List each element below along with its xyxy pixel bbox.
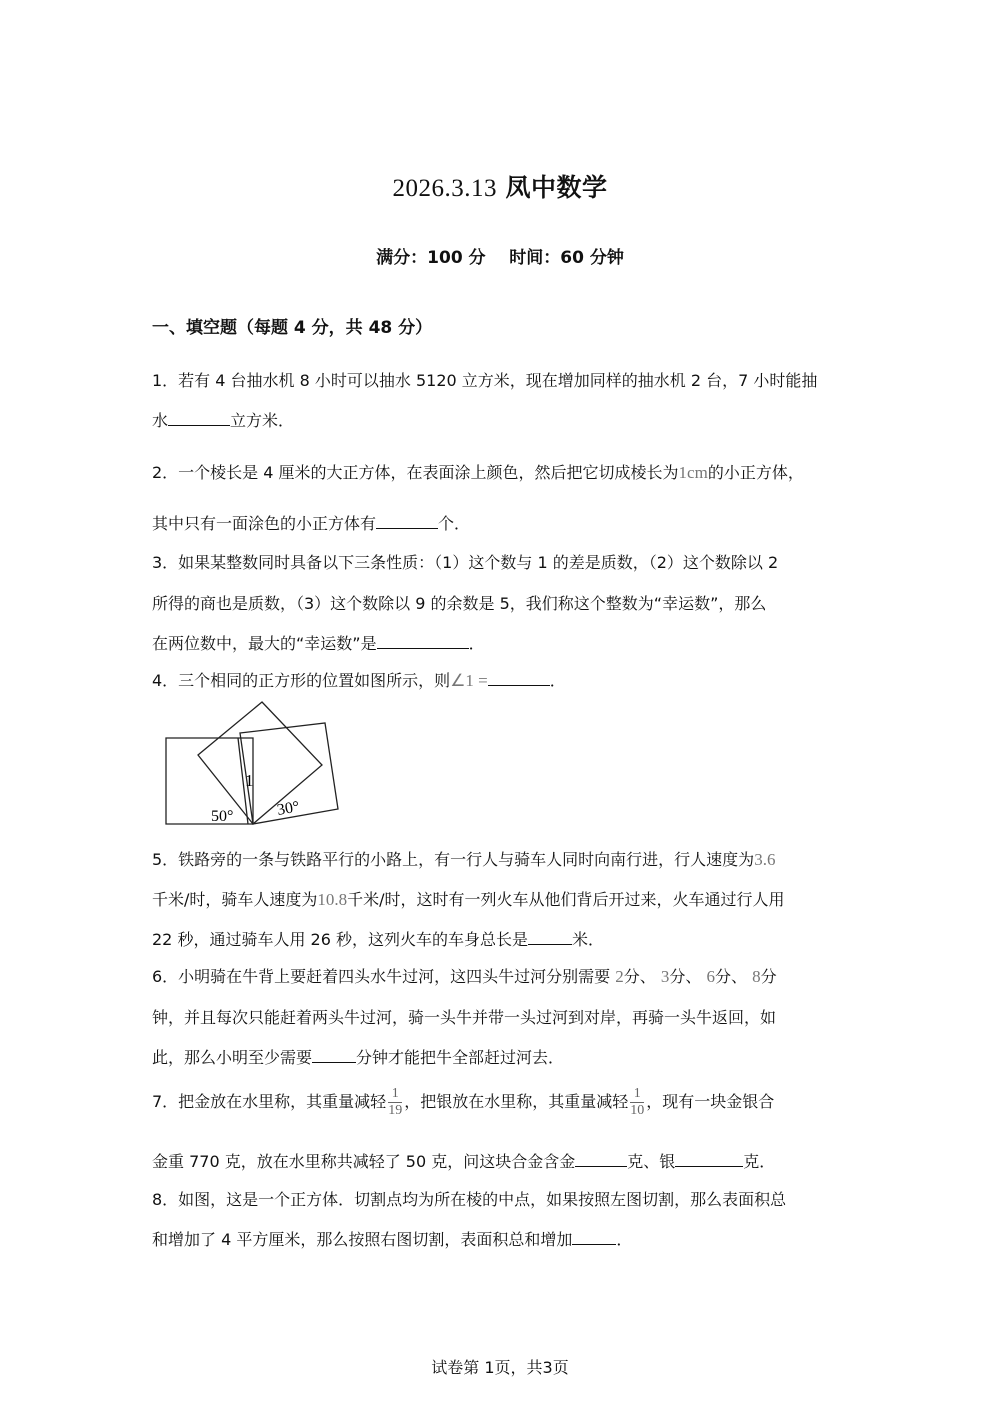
q2-text-c: 其中只有一面涂色的小正方体有 <box>152 514 377 533</box>
q2-text-b: 的小正方体， <box>707 463 804 482</box>
q3-line2: 所得的商也是质数，（3）这个数除以 9 的余数是 5，我们称这个整数为“幸运数”，那么 <box>152 594 767 613</box>
q3-answer-blank[interactable] <box>377 634 469 649</box>
q6-sep-3: 、 <box>731 967 748 986</box>
q3-text-b: ． <box>468 634 485 653</box>
q6-text-c: 分钟才能把牛全部赶过河去． <box>356 1048 565 1067</box>
q1-text-a: 水 <box>152 411 169 430</box>
q5-text-c: 千米/时，这时有一列火车从他们背后开过来，火车通过行人用 <box>347 890 785 909</box>
q8-line1: 8．如图，这是一个正方体．切割点均为所在棱的中点，如果按照左图切割，那么表面积总 <box>152 1190 787 1209</box>
q2-unit: 1cm <box>678 463 708 482</box>
q5-text-b: 千米/时，骑车人速度为 <box>152 890 318 909</box>
q6-line2: 钟，并且每次只能赶着两头牛过河，骑一头牛并带一头过河到对岸，再骑一头牛返回，如 <box>152 1008 777 1027</box>
q6-time-1: 2 <box>615 967 624 986</box>
q4-squares-figure <box>160 698 360 830</box>
q5-answer-blank[interactable] <box>528 930 572 945</box>
page-title <box>0 168 1000 204</box>
q7-text-d: 金重 770 克，放在水里称共减轻了 50 克，问这块合金含金 <box>152 1152 576 1171</box>
section-title: 一、填空题（每题 4 分，共 48 分） <box>152 318 433 338</box>
q6-line3 <box>152 1045 564 1068</box>
q5-line3 <box>152 927 604 950</box>
q7-frac1-den: 19 <box>388 1103 403 1118</box>
q5-speed-walker: 3.6 <box>754 850 776 869</box>
q6-unit-2: 分 <box>669 967 686 986</box>
q6-time-4: 8 <box>752 967 761 986</box>
q5-line2 <box>152 887 785 910</box>
q6-answer-blank[interactable] <box>312 1048 356 1063</box>
q3-text-a: 在两位数中，最大的“幸运数”是 <box>152 634 377 653</box>
q4-text-a: 4．三个相同的正方形的位置如图所示，则 <box>152 671 451 690</box>
angle-1-label: 1 <box>245 771 254 790</box>
q5-text-a: 5．铁路旁的一条与铁路平行的小路上，有一行人与骑车人同时向南行进，行人速度为 <box>152 850 755 869</box>
q7-silver-blank[interactable] <box>675 1152 743 1167</box>
q2-line2 <box>152 511 470 534</box>
title-date: 2026.3.13 <box>392 175 498 202</box>
q5-speed-cyclist: 10.8 <box>317 890 348 909</box>
angle-30-label: 30° <box>275 798 301 819</box>
q2-text-a: 2．一个棱长是 4 厘米的大正方体，在表面涂上颜色，然后把它切成棱长为 <box>152 463 679 482</box>
q7-text-e: 克、银 <box>627 1152 676 1171</box>
q6-sep-2: 、 <box>685 967 702 986</box>
q7-text-c: ，现有一块金银合 <box>646 1092 775 1111</box>
q2-answer-blank[interactable] <box>376 514 438 529</box>
q7-fraction-silver <box>630 1086 644 1119</box>
q8-answer-blank[interactable] <box>572 1230 616 1245</box>
angle-50-label: 50° <box>211 808 234 825</box>
q6-text-b: 此，那么小明至少需要 <box>152 1048 313 1067</box>
q7-frac2-num: 1 <box>630 1086 644 1103</box>
q6-time-2: 3 <box>660 967 670 986</box>
exam-info <box>0 243 1000 268</box>
q3-line1: 3．如果某整数同时具备以下三条性质：（1）这个数与 1 的差是质数，（2）这个数除以 2 <box>152 553 779 572</box>
q6-time-3: 6 <box>706 967 716 986</box>
title-subject: 凤中数学 <box>505 173 608 202</box>
time-limit: 时间：60 分钟 <box>509 248 624 268</box>
q2-line1 <box>152 460 804 483</box>
q4-answer-blank[interactable] <box>488 671 550 686</box>
q6-text-a: 6．小明骑在牛背上要赶着四头水牛过河，这四头牛过河分别需要 <box>152 967 611 986</box>
q5-text-d: 22 秒，通过骑车人用 26 秒，这列火车的车身总长是 <box>152 930 528 949</box>
rotated-square-top <box>198 702 322 824</box>
q7-line2 <box>152 1149 775 1172</box>
q7-frac2-den: 10 <box>630 1103 645 1118</box>
q7-text-f: 克． <box>743 1152 776 1171</box>
q7-frac1-num: 1 <box>388 1086 402 1103</box>
q4-angle: ∠1 = <box>450 671 488 690</box>
q8-text-a: 和增加了 4 平方厘米，那么按照右图切割，表面积总和增加 <box>152 1230 573 1249</box>
q3-line3 <box>152 631 485 654</box>
q4-text-b: ． <box>549 671 566 690</box>
q7-text-b: ，把银放在水里称，其重量减轻 <box>404 1092 629 1111</box>
page-footer: 试卷第 1页，共3页 <box>431 1358 569 1377</box>
q8-line2 <box>152 1227 632 1250</box>
q5-text-e: 米． <box>571 930 604 949</box>
q6-unit-4: 分 <box>760 967 777 986</box>
q6-unit-1: 分 <box>623 967 640 986</box>
q1-line1: 1．若有 4 台抽水机 8 小时可以抽水 5120 立方米，现在增加同样的抽水机 2 台，7 小时能抽 <box>152 371 818 390</box>
full-score: 满分：100 分 <box>376 248 486 268</box>
q6-unit-3: 分 <box>715 967 732 986</box>
q8-text-b: ． <box>616 1230 633 1249</box>
q6-line1 <box>152 964 777 987</box>
q7-gold-blank[interactable] <box>575 1152 627 1167</box>
q1-line2 <box>152 408 294 431</box>
q1-text-b: 立方米． <box>230 411 295 430</box>
q2-text-d: 个． <box>438 514 471 533</box>
q4-line1 <box>152 668 566 691</box>
q5-line1 <box>152 847 775 870</box>
q7-text-a: 7．把金放在水里称，其重量减轻 <box>152 1092 387 1111</box>
q6-sep-1: 、 <box>639 967 656 986</box>
q1-answer-blank[interactable] <box>168 411 230 426</box>
q7-fraction-gold <box>388 1086 402 1119</box>
q7-line1 <box>152 1086 774 1119</box>
